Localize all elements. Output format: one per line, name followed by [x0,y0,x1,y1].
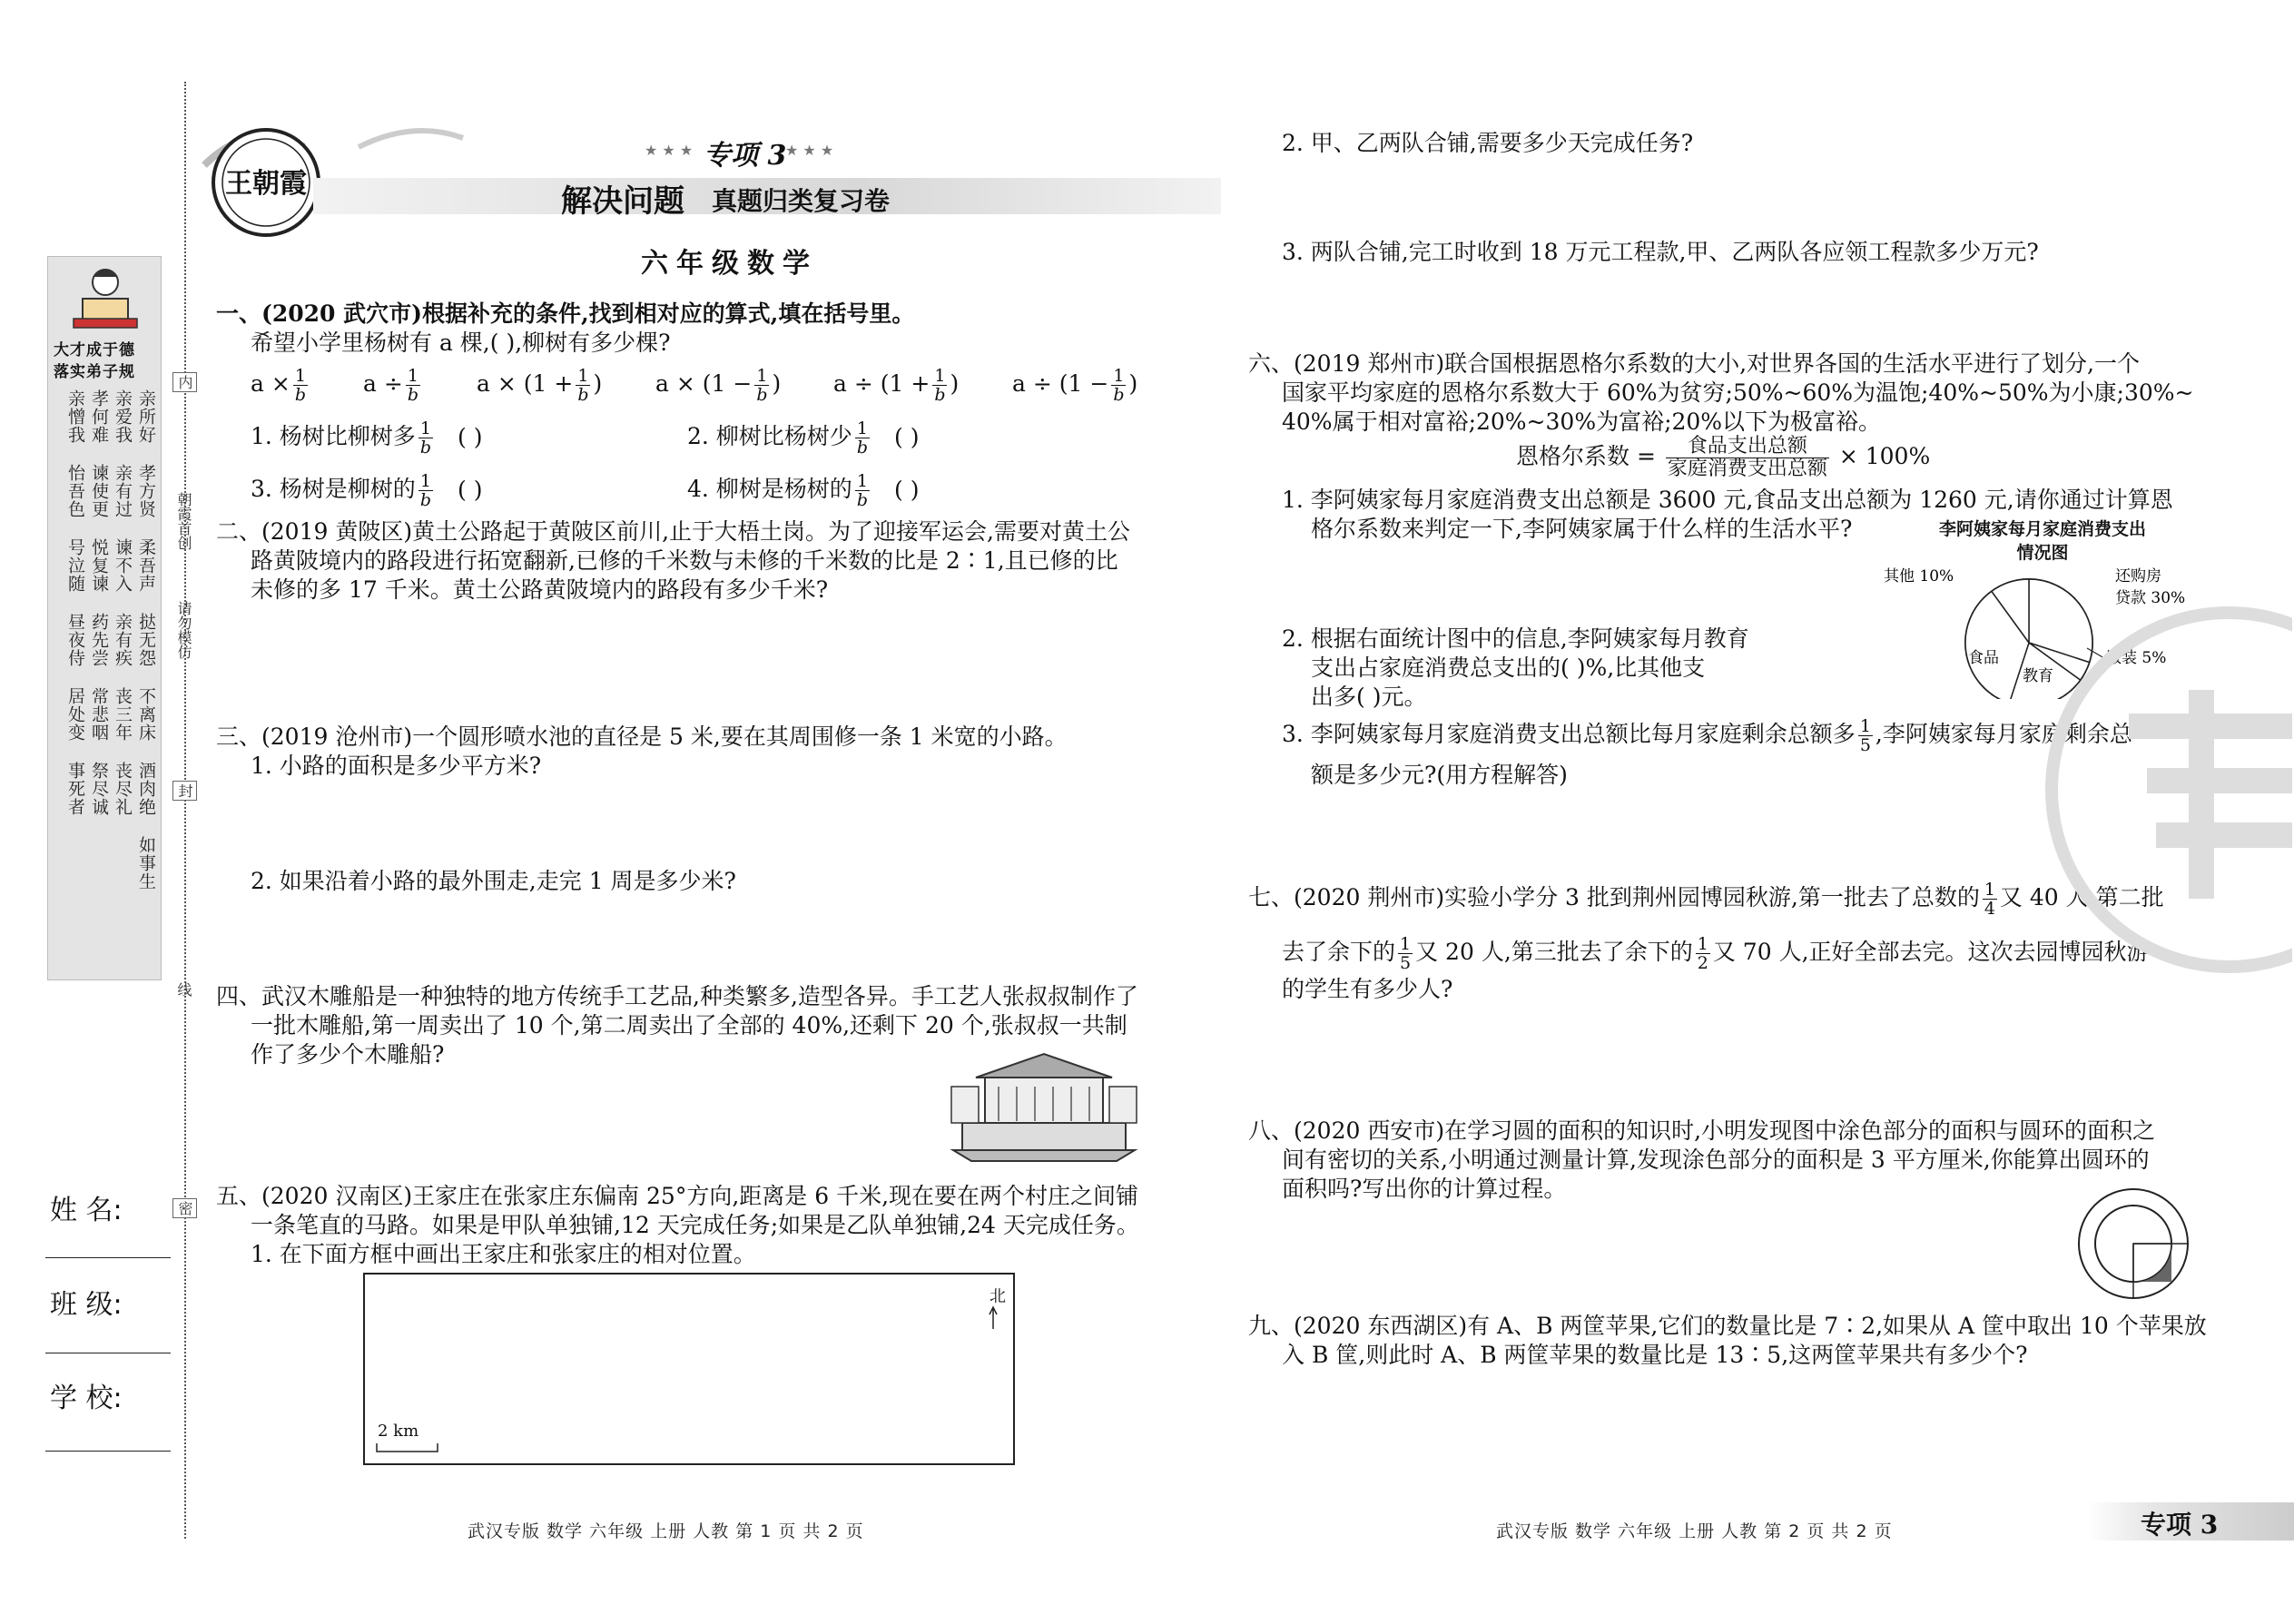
q7-line-1: 七、(2020 荆州市)实验小学分 3 批到荆州园博园秋游,第一批去了总数的 $\frac{1}{4}$ 又 40 人,第二批 [1248,880,2164,919]
motto-col: 柔吾声 [136,538,156,593]
q2-line-3: 未修的多 17 千米。黄土公路黄陂境内的路段有多少千米? [251,576,829,603]
q7-line-2: 去了余下的 $\frac{1}{5}$ 又 20 人,第三批去了余下的 $\frac{1}{2}$ 又 70 人,正好全部去完。这次去园博园秋游 [1282,934,2150,973]
q1-option-2: 2. 柳树比杨树少 $\frac{1}{b}$ [687,418,868,458]
class-label: 班 级: [50,1289,123,1321]
footer-right: 武汉专版 数学 六年级 上册 人教 第 2 页 共 2 页 [1496,1521,1893,1541]
motto-col: 酒肉绝 [136,762,156,816]
q3-head: 三、(2019 沧州市)一个圆形喷水池的直径是 5 米,要在其周围修一条 1 米宽的小路。 [216,723,1068,750]
q4-line-2: 一批木雕船,第一周卖出了 10 个,第二周卖出了全部的 40%,还剩下 20 个,张叔叔一共制 [251,1012,1127,1038]
motto-col: 悦复谏 [89,538,109,593]
q1-blank-4[interactable]: ( ) [894,477,920,503]
seal-tag: 内 [172,372,197,392]
motto-col: 谏不入 [113,538,133,593]
pie-label-2: 教育 [2023,667,2053,685]
q3-sub-1: 1. 小路的面积是多少平方米? [251,753,542,779]
q6-sub1-line-1: 1. 李阿姨家每月家庭消费支出总额是 3600 元,食品支出总额为 1260 元,请你通过计算恩 [1282,487,2173,513]
q5-line-2: 一条笔直的马路。如果是甲队单独铺,12 天完成任务;如果是乙队单独铺,24 天完成任务。 [251,1212,1139,1238]
seal-tag: 请勿模仿 [175,601,192,659]
q8-line-2: 间有密切的关系,小明通过测量计算,发现涂色部分的面积是 3 平方厘米,你能算出圆环的 [1282,1147,2150,1173]
motto-col: 如事生 [136,836,156,891]
pie-label-0: 还购房贷款 30% [2115,567,2186,607]
motto-col: 事死者 [65,762,85,816]
motto-col: 亲所好 [136,389,156,444]
q8-line-1: 八、(2020 西安市)在学习圆的面积的知识时,小明发现图中涂色部分的面积与圆环的面积之 [1248,1117,2156,1144]
q3-sub-2: 2. 如果沿着小路的最外围走,走完 1 周是多少米? [251,868,736,894]
q1-option-3: 3. 杨树是柳树的 $\frac{1}{b}$ [251,471,431,510]
q6-sub2-line-3: 出多( )元。 [1311,684,1427,710]
scale-bar [376,1443,439,1452]
scale-label: 2 km [378,1422,419,1441]
seal-tag: 密 [172,1198,197,1218]
motto-col: 亲有疾 [113,613,133,667]
motto-col: 常悲咽 [89,687,109,742]
motto-col: 孝方贤 [136,464,156,518]
motto-col: 祭尽诚 [89,762,109,816]
q1-expr-5: a ÷ (1 + $\frac{1}{b}$ ) [833,366,960,405]
school-underline[interactable] [45,1451,171,1452]
q6-sub2-line-1: 2. 根据右面统计图中的信息,李阿姨家每月教育 [1282,625,1749,652]
brand-logo [211,127,321,238]
q1-blank-1[interactable]: ( ) [458,424,483,450]
q1-option-4: 4. 柳树是杨树的 $\frac{1}{b}$ [687,471,868,510]
motto-col: 丧三年 [113,687,133,742]
q6-sub2-line-2: 支出占家庭消费总支出的( )%,比其他支 [1311,655,1706,681]
q6-sub1-line-2: 格尔系数来判定一下,李阿姨家属于什么样的生活水平? [1311,516,1853,542]
q2-line-1: 二、(2019 黄陂区)黄土公路起于黄陂区前川,止于大梧土岗。为了迎接军运会,需要对黄土公 [216,518,1130,545]
motto-col: 挞无怨 [136,613,156,667]
q1-option-1: 1. 杨树比柳树多 $\frac{1}{b}$ [251,418,431,458]
q5-line-3: 1. 在下面方框中画出王家庄和张家庄的相对位置。 [251,1241,756,1267]
title-sub: 真题归类复习卷 [712,186,891,216]
pie-chart-title: 李阿姨家每月家庭消费支出情况图 [1938,519,2146,563]
q1-blank-2[interactable]: ( ) [894,424,920,450]
q1-expr-4: a × (1 − $\frac{1}{b}$ ) [655,366,782,405]
seal-tag: 封 [172,781,197,801]
name-label: 姓 名: [50,1195,123,1226]
motto-panel [47,256,162,980]
q2-line-2: 路黄陂境内的路段进行拓宽翻新,已修的千米数与未修的千米数的比是 2∶1,且已修的比 [251,547,1118,574]
logo-text: 王朝霞 [225,168,307,200]
motto-col: 药先尝 [89,613,109,667]
q4-line-3: 作了多少个木雕船? [251,1041,445,1068]
wooden-boat-image [944,1048,1144,1162]
name-underline[interactable] [45,1257,171,1258]
q4-line-1: 四、武汉木雕船是一种独特的地方传统手工艺品,种类繁多,造型各异。手工艺人张叔叔制作了 [216,983,1138,1009]
q5-line-1: 五、(2020 汉南区)王家庄在张家庄东偏南 25°方向,距离是 6 千米,现在要在两个村庄之间铺 [216,1183,1139,1209]
pie-label-4: 其他 10% [1884,567,1954,586]
q1-expr-3: a × (1 + $\frac{1}{b}$ ) [477,366,603,405]
drawing-box[interactable] [363,1273,1015,1465]
motto-col: 不离床 [136,687,156,742]
north-label: 北 [989,1287,1006,1306]
q5-sub-3: 3. 两队合铺,完工时收到 18 万元工程款,甲、乙两队各应领工程款多少万元? [1282,239,2039,265]
cut-line [184,82,186,1539]
pie-label-3: 食品 [1968,649,1999,667]
q6-sub3-line-2: 额是多少元?(用方程解答) [1311,762,1568,788]
q1-blank-3[interactable]: ( ) [458,477,483,503]
q1-expr-2: a ÷ $\frac{1}{b}$ [363,366,418,405]
series-label: 专项 3 [704,140,787,172]
q7-line-3: 的学生有多少人? [1282,976,1453,1002]
motto-col: 居处变 [65,687,85,742]
ring-figure [2074,1185,2192,1303]
motto-col: 谏使更 [89,464,109,518]
motto-col: 亲憎我 [65,389,85,444]
q9-line-1: 九、(2020 东西湖区)有 A、B 两筐苹果,它们的数量比是 7∶2,如果从 A 筐中取出 10 个苹果放 [1248,1313,2207,1339]
seal-tag: 线 [175,982,192,997]
q1-expr-6: a ÷ (1 − $\frac{1}{b}$ ) [1012,366,1138,405]
motto-col: 怡吾色 [65,464,85,518]
motto-col: 亲有过 [113,464,133,518]
q1-head: 一、(2020 武穴市)根据补充的条件,找到相对应的算式,填在括号里。 [216,300,915,327]
header-stars-right: ★ ★ ★ [785,142,834,159]
pie-label-1: 服装 5% [2106,649,2167,667]
title-main: 解决问题 [561,183,684,220]
q9-line-2: 入 B 筐,则此时 A、B 两筐苹果的数量比是 13∶5,这两筐苹果共有多少个? [1282,1342,2028,1368]
motto-col: 丧尽礼 [113,762,133,816]
motto-line-1: 大才成于德 [54,341,135,359]
motto-line-2: 落实弟子规 [54,363,135,381]
header-stars-left: ★ ★ ★ [645,142,694,159]
q6-line-2: 国家平均家庭的恩格尔系数大于 60%为贫穷;50%~60%为温饱;40%~50%为小康;30%~ [1282,379,2194,406]
q1-intro: 希望小学里杨树有 a 棵,( ),柳树有多少棵? [251,330,671,356]
q6-line-1: 六、(2019 郑州市)联合国根据恩格尔系数的大小,对世界各国的生活水平进行了划分,一个 [1248,350,2140,377]
motto-col: 孝何难 [89,389,109,444]
q6-line-3: 40%属于相对富裕;20%~30%为富裕;20%以下为极富裕。 [1282,408,1882,435]
q1-expr-1: a × $\frac{1}{b}$ [251,366,306,405]
motto-grid [55,389,157,970]
q6-sub3-line-1: 3. 李阿姨家每月家庭消费支出总额比每月家庭剩余总额多 $\frac{1}{5}$ ,李阿姨家每月家庭剩余总 [1282,716,2132,755]
motto-col: 亲爱我 [113,389,133,444]
footer-tag: 专项 3 [2141,1510,2219,1540]
scholar-illustration [64,262,146,335]
q5-sub-2: 2. 甲、乙两队合铺,需要多少天完成任务? [1282,130,1694,156]
school-label: 学 校: [50,1383,123,1414]
footer-left: 武汉专版 数学 六年级 上册 人教 第 1 页 共 2 页 [468,1521,864,1541]
q8-line-3: 面积吗?写出你的计算过程。 [1282,1176,1567,1202]
seal-tag: 朝霞首创 [175,492,192,550]
engel-formula: 恩格尔系数 = $\frac{\text{食品支出总额}}{\text{家庭消费支出总额}}$ × 100% [1516,435,1931,480]
motto-col: 昼夜侍 [65,613,85,667]
secret-seal-watermark [2020,599,2292,980]
subject-title: 六年级数学 [641,248,818,280]
north-arrow-icon [988,1305,999,1329]
motto-col: 号泣随 [65,538,85,593]
